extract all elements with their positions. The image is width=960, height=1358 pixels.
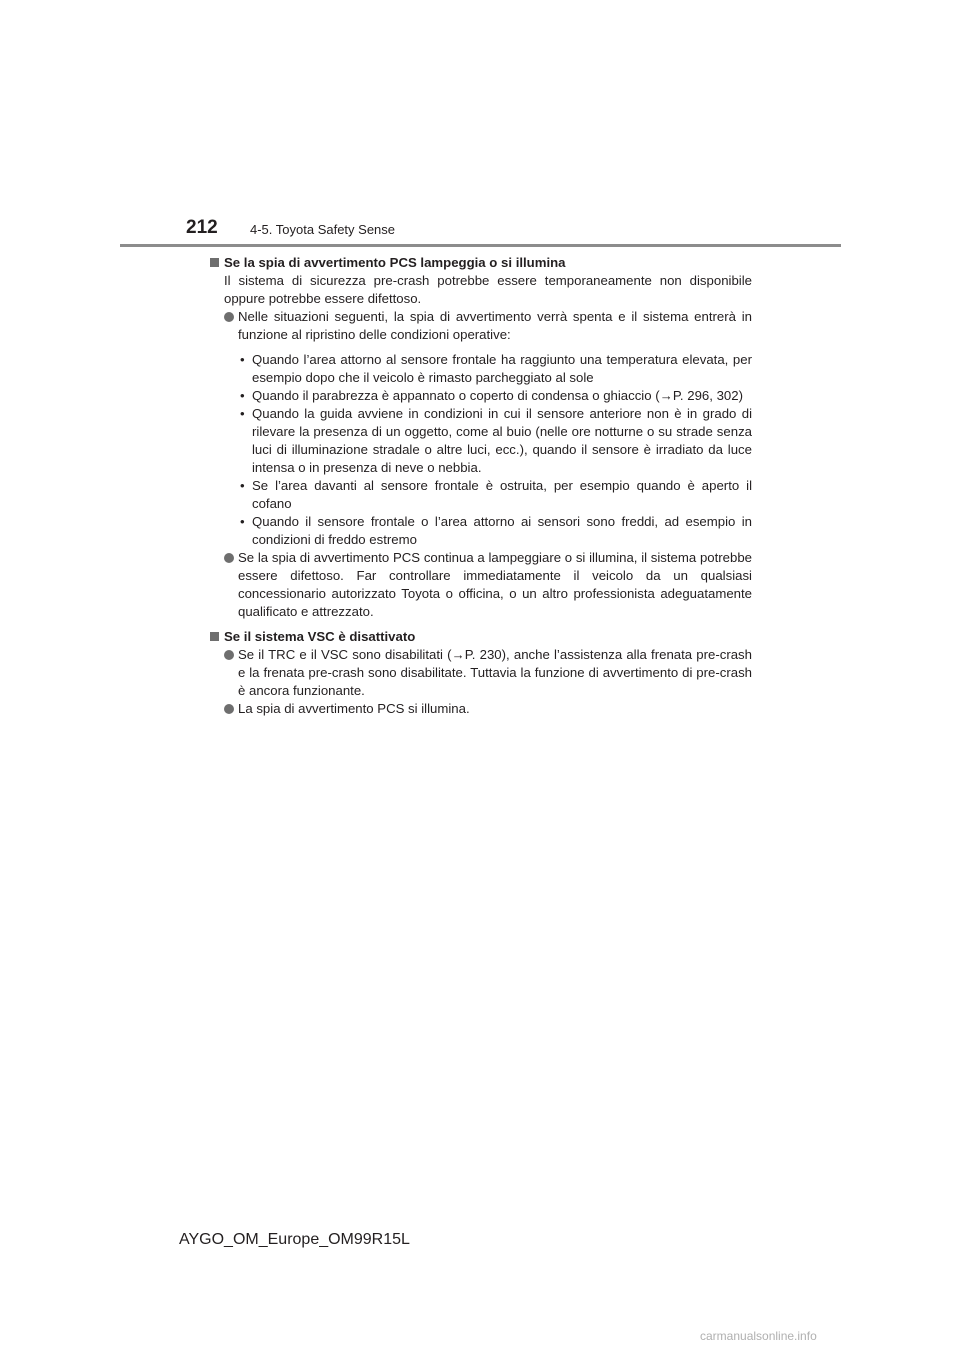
sub-list-item: • Se l’area davanti al sensore frontale è ostruita, per esempio quando è aperto il cofano	[240, 478, 752, 511]
sub-list-item: • Quando la guida avviene in condizioni in cui il sensore anteriore non è in grado di rilevare la presenza di un oggetto, come al buio (nelle ore notturne o su strade senza luci di illuminazione stradale o altre luci, ecc.), quando il sensore è irradiato da luce intensa o in presenza di neve o nebbia.	[240, 406, 752, 475]
bullet-item: La spia di avvertimento PCS si illumina.	[210, 700, 752, 718]
small-dot-icon: •	[240, 352, 245, 367]
sub-list-item: • Quando l’area attorno al sensore frontale ha raggiunto una temperatura elevata, per esempio dopo che il veicolo è rimasto parcheggiato al sole	[240, 352, 752, 385]
circle-bullet-icon	[224, 553, 234, 563]
small-dot-icon: •	[240, 478, 245, 493]
bullet-item: Se la spia di avvertimento PCS continua a lampeggiare o si illumina, il sistema potrebbe essere difettoso. Far controllare immediatamente il veicolo da un qualsiasi concessionario autorizzato Toyota o officina, o un altro professionista adeguatamente qualificato e attrezzato.	[210, 549, 752, 621]
section-heading: Se il sistema VSC è disattivato	[210, 628, 752, 646]
square-bullet-icon	[210, 632, 219, 641]
page-number: 212	[186, 217, 218, 238]
section-title: 4-5. Toyota Safety Sense	[250, 222, 396, 237]
small-dot-icon: •	[240, 406, 245, 421]
circle-bullet-icon	[224, 704, 234, 714]
bullet-item: Nelle situazioni seguenti, la spia di avvertimento verrà spenta e il sistema entrerà in funzione al ripristino delle condizioni operative:	[210, 308, 752, 344]
header-divider	[120, 244, 841, 247]
watermark: carmanualsonline.info	[700, 1329, 817, 1343]
small-dot-icon: •	[240, 388, 245, 403]
page-content	[210, 254, 752, 718]
circle-bullet-icon	[224, 650, 234, 660]
small-dot-icon: •	[240, 514, 245, 529]
bullet-item: Se il TRC e il VSC sono disabilitati (→P. 230), anche l’assistenza alla frenata pre-crash e la frenata pre-crash sono disabilitate. Tuttavia la funzione di avvertimento di pre-crash è ancora funzionante.	[210, 646, 752, 700]
circle-bullet-icon	[224, 312, 234, 322]
document-id: AYGO_OM_Europe_OM99R15L	[179, 1231, 410, 1248]
sub-list-item: • Quando il sensore frontale o l’area attorno ai sensori sono freddi, ad esempio in condizioni di freddo estremo	[240, 514, 752, 547]
square-bullet-icon	[210, 258, 219, 267]
sub-list	[210, 351, 752, 549]
section-intro: Il sistema di sicurezza pre-crash potrebbe essere temporaneamente non disponibile oppure potrebbe essere difettoso.	[224, 273, 752, 306]
section-heading: Se la spia di avvertimento PCS lampeggia o si illumina	[210, 254, 752, 272]
sub-list-item: • Quando il parabrezza è appannato o coperto di condensa o ghiaccio (→P. 296, 302)	[240, 388, 743, 403]
